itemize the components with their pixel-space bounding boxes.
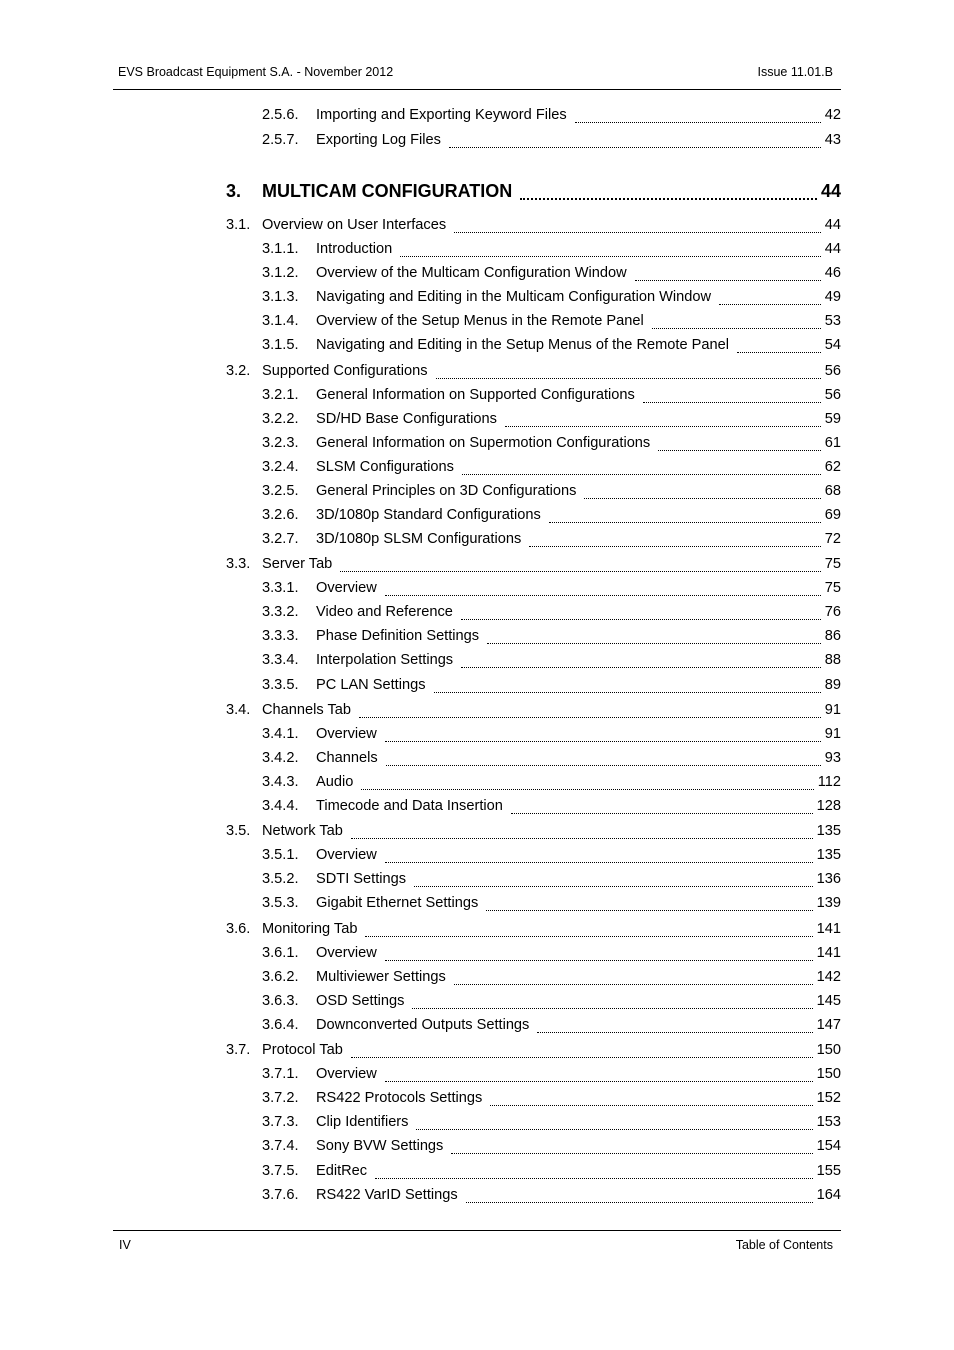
toc-section-entry[interactable] <box>226 702 841 722</box>
toc-entry-page: 135 <box>816 847 841 863</box>
toc-entry-page: 145 <box>816 993 841 1009</box>
toc-entry-page: 141 <box>816 945 841 961</box>
toc-subsection-entry[interactable] <box>262 798 841 818</box>
toc-subsection-entry[interactable] <box>262 1138 841 1158</box>
toc-entry-page: 152 <box>816 1090 841 1106</box>
toc-entry-page: 76 <box>824 604 841 620</box>
toc-dot-leader <box>658 449 821 451</box>
toc-section-entry[interactable] <box>226 1042 841 1062</box>
toc-subsection-entry[interactable] <box>262 1017 841 1037</box>
toc-entry-page: 56 <box>824 387 841 403</box>
toc-subsection-entry[interactable] <box>262 107 841 127</box>
toc-entry-number: 3.6.3. <box>262 993 299 1009</box>
toc-subsection-entry[interactable] <box>262 387 841 407</box>
toc-dot-leader <box>454 231 821 233</box>
toc-entry-page: 59 <box>824 411 841 427</box>
toc-subsection-entry[interactable] <box>262 750 841 770</box>
toc-entry-page: 141 <box>816 921 841 937</box>
toc-subsection-entry[interactable] <box>262 628 841 648</box>
toc-entry-page: 53 <box>824 313 841 329</box>
toc-entry-number: 3.6.2. <box>262 969 299 985</box>
toc-dot-leader <box>412 1007 812 1009</box>
toc-entry-page: 68 <box>824 483 841 499</box>
toc-section-entry[interactable] <box>226 217 841 237</box>
toc-entry-title: SDTI Settings <box>316 871 407 887</box>
toc-dot-leader <box>511 812 813 814</box>
toc-entry-number: 3.3.1. <box>262 580 299 596</box>
running-header-right: Issue 11.01.B <box>757 65 833 79</box>
toc-entry-page: 44 <box>820 181 841 201</box>
toc-dot-leader <box>340 570 820 572</box>
toc-entry-number: 2.5.6. <box>262 107 299 123</box>
toc-entry-number: 3.1.4. <box>262 313 299 329</box>
toc-entry-number: 3.1.2. <box>262 265 299 281</box>
toc-entry-page: 150 <box>816 1066 841 1082</box>
page-number: IV <box>119 1238 131 1252</box>
toc-dot-leader <box>451 1152 812 1154</box>
toc-dot-leader <box>359 716 821 718</box>
toc-entry-title: Gigabit Ethernet Settings <box>316 895 479 911</box>
toc-entry-page: 56 <box>824 363 841 379</box>
toc-dot-leader <box>537 1031 812 1033</box>
toc-dot-leader <box>549 521 821 523</box>
toc-subsection-entry[interactable] <box>262 435 841 455</box>
toc-subsection-entry[interactable] <box>262 483 841 503</box>
toc-subsection-entry[interactable] <box>262 313 841 333</box>
toc-section-entry[interactable] <box>226 921 841 941</box>
toc-entry-number: 3.6.4. <box>262 1017 299 1033</box>
toc-entry-page: 49 <box>824 289 841 305</box>
toc-entry-page: 62 <box>824 459 841 475</box>
toc-section-entry[interactable] <box>226 556 841 576</box>
toc-dot-leader <box>351 1056 813 1058</box>
toc-entry-number: 3.4.3. <box>262 774 299 790</box>
toc-entry-title: MULTICAM CONFIGURATION <box>262 181 513 201</box>
toc-entry-number: 3.2.1. <box>262 387 299 403</box>
toc-dot-leader <box>361 788 813 790</box>
toc-entry-number: 3.3.3. <box>262 628 299 644</box>
toc-subsection-entry[interactable] <box>262 132 841 152</box>
toc-subsection-entry[interactable] <box>262 1163 841 1183</box>
toc-dot-leader <box>486 909 812 911</box>
toc-entry-title: General Principles on 3D Configurations <box>316 483 577 499</box>
toc-subsection-entry[interactable] <box>262 289 841 309</box>
toc-dot-leader <box>385 861 813 863</box>
toc-entry-title: Audio <box>316 774 354 790</box>
toc-entry-number: 3.7. <box>226 1042 251 1058</box>
toc-entry-number: 3.2.6. <box>262 507 299 523</box>
toc-dot-leader <box>454 983 813 985</box>
toc-dot-leader <box>385 594 821 596</box>
toc-entry-title: Phase Definition Settings <box>316 628 480 644</box>
toc-subsection-entry[interactable] <box>262 895 841 915</box>
toc-dot-leader <box>529 545 821 547</box>
toc-entry-page: 135 <box>816 823 841 839</box>
toc-entry-number: 3.5.1. <box>262 847 299 863</box>
toc-entry-number: 3.4. <box>226 702 251 718</box>
toc-entry-number: 3.2. <box>226 363 251 379</box>
toc-dot-leader <box>351 837 813 839</box>
toc-subsection-entry[interactable] <box>262 604 841 624</box>
toc-dot-leader <box>461 618 821 620</box>
toc-entry-number: 3.3.4. <box>262 652 299 668</box>
toc-dot-leader <box>737 351 821 353</box>
toc-entry-title: Importing and Exporting Keyword Files <box>316 107 567 123</box>
toc-entry-title: Video and Reference <box>316 604 453 620</box>
toc-entry-page: 44 <box>824 241 841 257</box>
toc-entry-title: RS422 Protocols Settings <box>316 1090 483 1106</box>
toc-entry-page: 147 <box>816 1017 841 1033</box>
toc-subsection-entry[interactable] <box>262 1066 841 1086</box>
toc-entry-number: 3.7.2. <box>262 1090 299 1106</box>
toc-entry-title: Overview on User Interfaces <box>262 217 447 233</box>
toc-dot-leader <box>400 255 821 257</box>
toc-entry-number: 3.4.4. <box>262 798 299 814</box>
toc-dot-leader <box>466 1201 813 1203</box>
toc-entry-title: EditRec <box>316 1163 368 1179</box>
toc-entry-number: 3.7.5. <box>262 1163 299 1179</box>
toc-entry-page: 46 <box>824 265 841 281</box>
toc-subsection-entry[interactable] <box>262 993 841 1013</box>
toc-entry-page: 93 <box>824 750 841 766</box>
toc-entry-title: SLSM Configurations <box>316 459 454 475</box>
toc-entry-number: 3.1.5. <box>262 337 299 353</box>
toc-section-entry[interactable] <box>226 823 841 843</box>
toc-entry-title: Channels Tab <box>262 702 351 718</box>
toc-entry-title: Introduction <box>316 241 393 257</box>
toc-dot-leader <box>385 959 813 961</box>
toc-dot-leader <box>652 327 821 329</box>
toc-entry-page: 86 <box>824 628 841 644</box>
toc-entry-title: Interpolation Settings <box>316 652 454 668</box>
toc-entry-title: Overview <box>316 580 377 596</box>
toc-entry-number: 3.1.3. <box>262 289 299 305</box>
toc-entry-title: OSD Settings <box>316 993 405 1009</box>
toc-entry-page: 88 <box>824 652 841 668</box>
toc-subsection-entry[interactable] <box>262 1114 841 1134</box>
toc-entry-title: Overview <box>316 726 377 742</box>
toc-subsection-entry[interactable] <box>262 1187 841 1207</box>
toc-entry-title: Protocol Tab <box>262 1042 343 1058</box>
toc-subsection-entry[interactable] <box>262 411 841 431</box>
toc-entry-number: 3.2.7. <box>262 531 299 547</box>
toc-entry-number: 3.3.5. <box>262 677 299 693</box>
toc-entry-page: 154 <box>816 1138 841 1154</box>
toc-entry-page: 75 <box>824 580 841 596</box>
toc-subsection-entry[interactable] <box>262 459 841 479</box>
toc-subsection-entry[interactable] <box>262 580 841 600</box>
toc-entry-title: General Information on Supermotion Configurations <box>316 435 651 451</box>
toc-entry-title: Monitoring Tab <box>262 921 358 937</box>
toc-dot-leader <box>505 425 821 427</box>
toc-entry-page: 44 <box>824 217 841 233</box>
running-header-left: EVS Broadcast Equipment S.A. - November 2012 <box>118 65 394 79</box>
toc-entry-page: 69 <box>824 507 841 523</box>
toc-subsection-entry[interactable] <box>262 241 841 261</box>
toc-entry-page: 89 <box>824 677 841 693</box>
toc-dot-leader <box>386 764 821 766</box>
toc-entry-page: 136 <box>816 871 841 887</box>
toc-entry-number: 2.5.7. <box>262 132 299 148</box>
toc-entry-page: 155 <box>816 1163 841 1179</box>
toc-entry-number: 3.1. <box>226 217 251 233</box>
toc-subsection-entry[interactable] <box>262 677 841 697</box>
toc-entry-page: 150 <box>816 1042 841 1058</box>
toc-entry-title: Supported Configurations <box>262 363 428 379</box>
toc-entry-page: 139 <box>816 895 841 911</box>
toc-dot-leader <box>436 377 821 379</box>
toc-entry-title: General Information on Supported Configurations <box>316 387 635 403</box>
toc-entry-number: 3.1.1. <box>262 241 299 257</box>
toc-entry-title: RS422 VarID Settings <box>316 1187 458 1203</box>
toc-entry-number: 3.2.2. <box>262 411 299 427</box>
toc-subsection-entry[interactable] <box>262 969 841 989</box>
toc-entry-title: Clip Identifiers <box>316 1114 409 1130</box>
toc-entry-page: 42 <box>824 107 841 123</box>
toc-entry-title: Navigating and Editing in the Multicam Configuration Window <box>316 289 712 305</box>
toc-dot-leader <box>490 1104 812 1106</box>
toc-dot-leader <box>575 121 821 123</box>
toc-dot-leader <box>635 279 821 281</box>
toc-entry-page: 164 <box>816 1187 841 1203</box>
toc-entry-page: 72 <box>824 531 841 547</box>
toc-entry-number: 3.5.3. <box>262 895 299 911</box>
toc-entry-number: 3.3.2. <box>262 604 299 620</box>
toc-subsection-entry[interactable] <box>262 507 841 527</box>
toc-dot-leader <box>416 1128 812 1130</box>
toc-entry-title: Overview <box>316 1066 377 1082</box>
toc-entry-title: Navigating and Editing in the Setup Menus of the Remote Panel <box>316 337 729 353</box>
toc-entry-title: Sony BVW Settings <box>316 1138 444 1154</box>
toc-chapter-entry[interactable] <box>226 181 841 205</box>
toc-dot-leader <box>385 1080 813 1082</box>
toc-subsection-entry[interactable] <box>262 531 841 551</box>
toc-subsection-entry[interactable] <box>262 847 841 867</box>
toc-dot-leader <box>434 691 821 693</box>
footer-section-title: Table of Contents <box>735 1238 833 1252</box>
toc-entry-number: 3.6. <box>226 921 251 937</box>
toc-subsection-entry[interactable] <box>262 774 841 794</box>
toc-subsection-entry[interactable] <box>262 265 841 285</box>
toc-entry-title: Channels <box>316 750 378 766</box>
toc-entry-number: 3.5.2. <box>262 871 299 887</box>
toc-subsection-entry[interactable] <box>262 726 841 746</box>
toc-entry-title: Overview <box>316 847 377 863</box>
toc-subsection-entry[interactable] <box>262 871 841 891</box>
toc-subsection-entry[interactable] <box>262 652 841 672</box>
toc-entry-title: SD/HD Base Configurations <box>316 411 497 427</box>
toc-entry-page: 153 <box>816 1114 841 1130</box>
toc-entry-title: Overview of the Setup Menus in the Remote Panel <box>316 313 644 329</box>
toc-entry-title: 3D/1080p SLSM Configurations <box>316 531 522 547</box>
toc-entry-title: Multiviewer Settings <box>316 969 446 985</box>
toc-entry-title: Server Tab <box>262 556 333 572</box>
toc-dot-leader <box>449 146 821 148</box>
toc-entry-title: Exporting Log Files <box>316 132 441 148</box>
footer-rule <box>113 1230 841 1231</box>
toc-dot-leader <box>462 473 821 475</box>
toc-entry-page: 91 <box>824 726 841 742</box>
toc-dot-leader <box>719 303 821 305</box>
toc-entry-page: 142 <box>816 969 841 985</box>
toc-dot-leader <box>487 642 821 644</box>
toc-entry-number: 3.4.2. <box>262 750 299 766</box>
toc-entry-number: 3.4.1. <box>262 726 299 742</box>
toc-dot-leader <box>584 497 820 499</box>
toc-entry-number: 3.2.3. <box>262 435 299 451</box>
toc-entry-page: 75 <box>824 556 841 572</box>
toc-dot-leader <box>414 885 813 887</box>
toc-entry-title: 3D/1080p Standard Configurations <box>316 507 541 523</box>
toc-entry-page: 112 <box>817 774 841 790</box>
toc-entry-page: 91 <box>824 702 841 718</box>
toc-subsection-entry[interactable] <box>262 1090 841 1110</box>
toc-entry-title: Timecode and Data Insertion <box>316 798 503 814</box>
toc-entry-title: PC LAN Settings <box>316 677 426 693</box>
toc-subsection-entry[interactable] <box>262 337 841 357</box>
toc-entry-title: Downconverted Outputs Settings <box>316 1017 530 1033</box>
toc-entry-title: Network Tab <box>262 823 343 839</box>
toc-entry-number: 3.7.1. <box>262 1066 299 1082</box>
toc-entry-number: 3. <box>226 181 242 201</box>
toc-entry-number: 3.5. <box>226 823 251 839</box>
toc-section-entry[interactable] <box>226 363 841 383</box>
toc-dot-leader <box>520 197 817 200</box>
toc-dot-leader <box>365 935 812 937</box>
toc-entry-number: 3.6.1. <box>262 945 299 961</box>
toc-dot-leader <box>375 1177 813 1179</box>
toc-dot-leader <box>385 740 821 742</box>
toc-dot-leader <box>461 666 821 668</box>
toc-entry-number: 3.2.4. <box>262 459 299 475</box>
toc-dot-leader <box>643 401 821 403</box>
toc-entry-page: 43 <box>824 132 841 148</box>
toc-entry-number: 3.7.3. <box>262 1114 299 1130</box>
toc-entry-page: 54 <box>824 337 841 353</box>
toc-entry-page: 128 <box>816 798 841 814</box>
toc-entry-number: 3.7.6. <box>262 1187 299 1203</box>
toc-entry-number: 3.7.4. <box>262 1138 299 1154</box>
toc-entry-title: Overview of the Multicam Configuration Window <box>316 265 627 281</box>
toc-entry-number: 3.2.5. <box>262 483 299 499</box>
toc-subsection-entry[interactable] <box>262 945 841 965</box>
toc-entry-title: Overview <box>316 945 377 961</box>
toc-entry-page: 61 <box>824 435 841 451</box>
toc-entry-number: 3.3. <box>226 556 251 572</box>
